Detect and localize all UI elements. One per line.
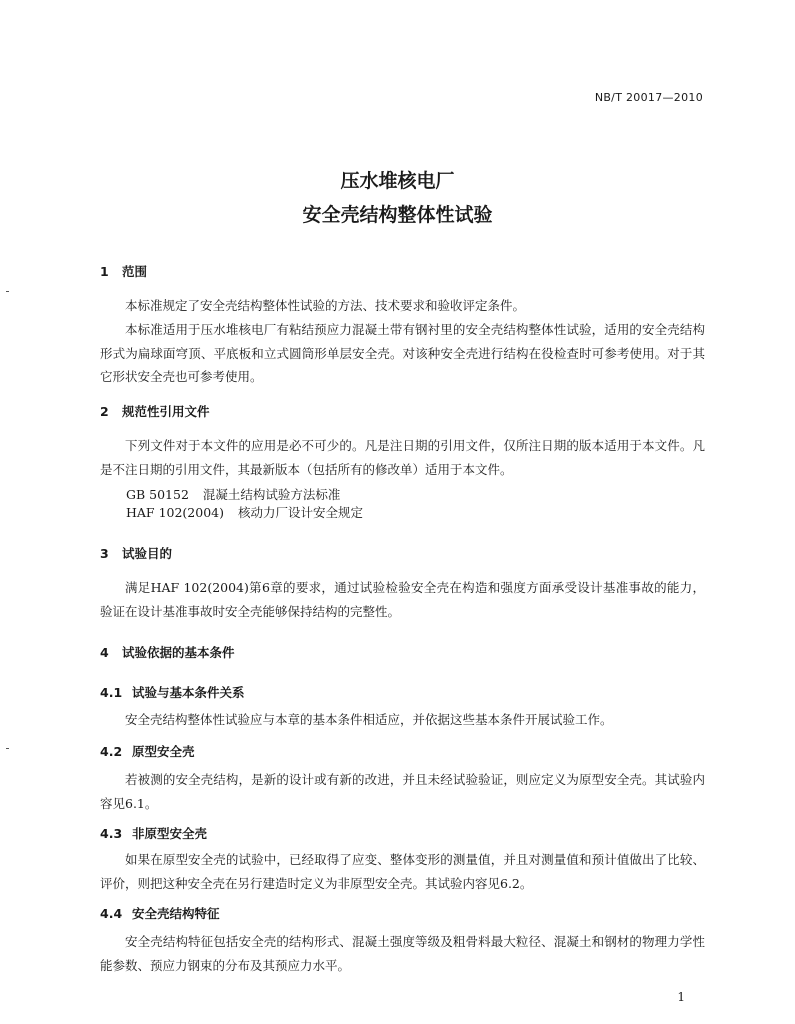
page-number: 1	[677, 990, 685, 1004]
section-number: 4.3	[100, 826, 123, 841]
section-4-3-heading	[100, 824, 207, 842]
standard-code: NB/T 20017—2010	[594, 91, 703, 104]
section-3-paragraph-1: 满足HAF 102(2004)第6章的要求，通过试验检验安全壳在构造和强度方面承受设计基准事故的能力，验证在设计基准事故时安全壳能够保持结构的完整性。	[100, 580, 705, 619]
section-title: 安全壳结构特征	[132, 906, 220, 921]
reference-title: 混凝土结构试验方法标准	[202, 487, 341, 502]
section-title: 原型安全壳	[132, 744, 195, 759]
reference-item-1	[126, 485, 340, 503]
section-4-4-heading	[100, 904, 220, 922]
title-line-2: 安全壳结构整体性试验	[302, 204, 493, 226]
section-4-2-heading	[100, 742, 195, 760]
section-4-1-paragraph: 安全壳结构整体性试验应与本章的基本条件相适应，并依据这些基本条件开展试验工作。	[125, 712, 613, 727]
section-number: 2	[100, 404, 109, 419]
section-3-heading	[100, 544, 172, 562]
section-1-heading	[100, 262, 147, 280]
reference-code: GB 50152	[126, 487, 189, 502]
section-title: 非原型安全壳	[132, 826, 208, 841]
section-title: 规范性引用文件	[122, 404, 210, 419]
section-title: 试验目的	[122, 546, 173, 561]
section-2-paragraph-1: 下列文件对于本文件的应用是必不可少的。凡是注日期的引用文件，仅所注日期的版本适用于本文件。凡是不注日期的引用文件，其最新版本（包括所有的修改单）适用于本文件。	[100, 438, 705, 477]
section-1-paragraph-2: 本标准适用于压水堆核电厂有粘结预应力混凝土带有钢衬里的安全壳结构整体性试验，适用的安全壳结构形式为扁球面穹顶、平底板和立式圆筒形单层安全壳。对该种安全壳进行结构在役检查时可参考使用。对于其它形状安全壳也可参考使用。	[100, 322, 705, 384]
section-4-1-heading	[100, 683, 245, 701]
scan-mark	[6, 748, 9, 749]
section-number: 4.4	[100, 906, 123, 921]
scan-mark	[6, 291, 9, 292]
section-number: 4.2	[100, 744, 123, 759]
section-number: 1	[100, 264, 109, 279]
title-line-1: 压水堆核电厂	[340, 170, 455, 192]
section-number: 4.1	[100, 685, 123, 700]
section-number: 3	[100, 546, 109, 561]
section-4-2-paragraph: 若被测的安全壳结构，是新的设计或有新的改进，并且未经试验验证，则应定义为原型安全壳。其试验内容见6.1。	[100, 772, 705, 811]
section-1-paragraph-1: 本标准规定了安全壳结构整体性试验的方法、技术要求和验收评定条件。	[125, 298, 526, 313]
section-4-3-paragraph: 如果在原型安全壳的试验中，已经取得了应变、整体变形的测量值，并且对测量值和预计值做出了比较、评价，则把这种安全壳在另行建造时定义为非原型安全壳。其试验内容见6.2。	[100, 852, 705, 891]
reference-title: 核动力厂设计安全规定	[238, 505, 364, 520]
section-4-heading	[100, 643, 235, 661]
reference-code: HAF 102(2004)	[126, 505, 224, 520]
section-title: 试验与基本条件关系	[132, 685, 245, 700]
section-title: 试验依据的基本条件	[122, 645, 235, 660]
section-title: 范围	[122, 264, 148, 279]
section-number: 4	[100, 645, 109, 660]
section-2-heading	[100, 402, 210, 420]
section-4-4-paragraph: 安全壳结构特征包括安全壳的结构形式、混凝土强度等级及粗骨料最大粒径、混凝土和钢材的物理力学性能参数、预应力钢束的分布及其预应力水平。	[100, 934, 705, 973]
reference-item-2	[126, 503, 363, 521]
